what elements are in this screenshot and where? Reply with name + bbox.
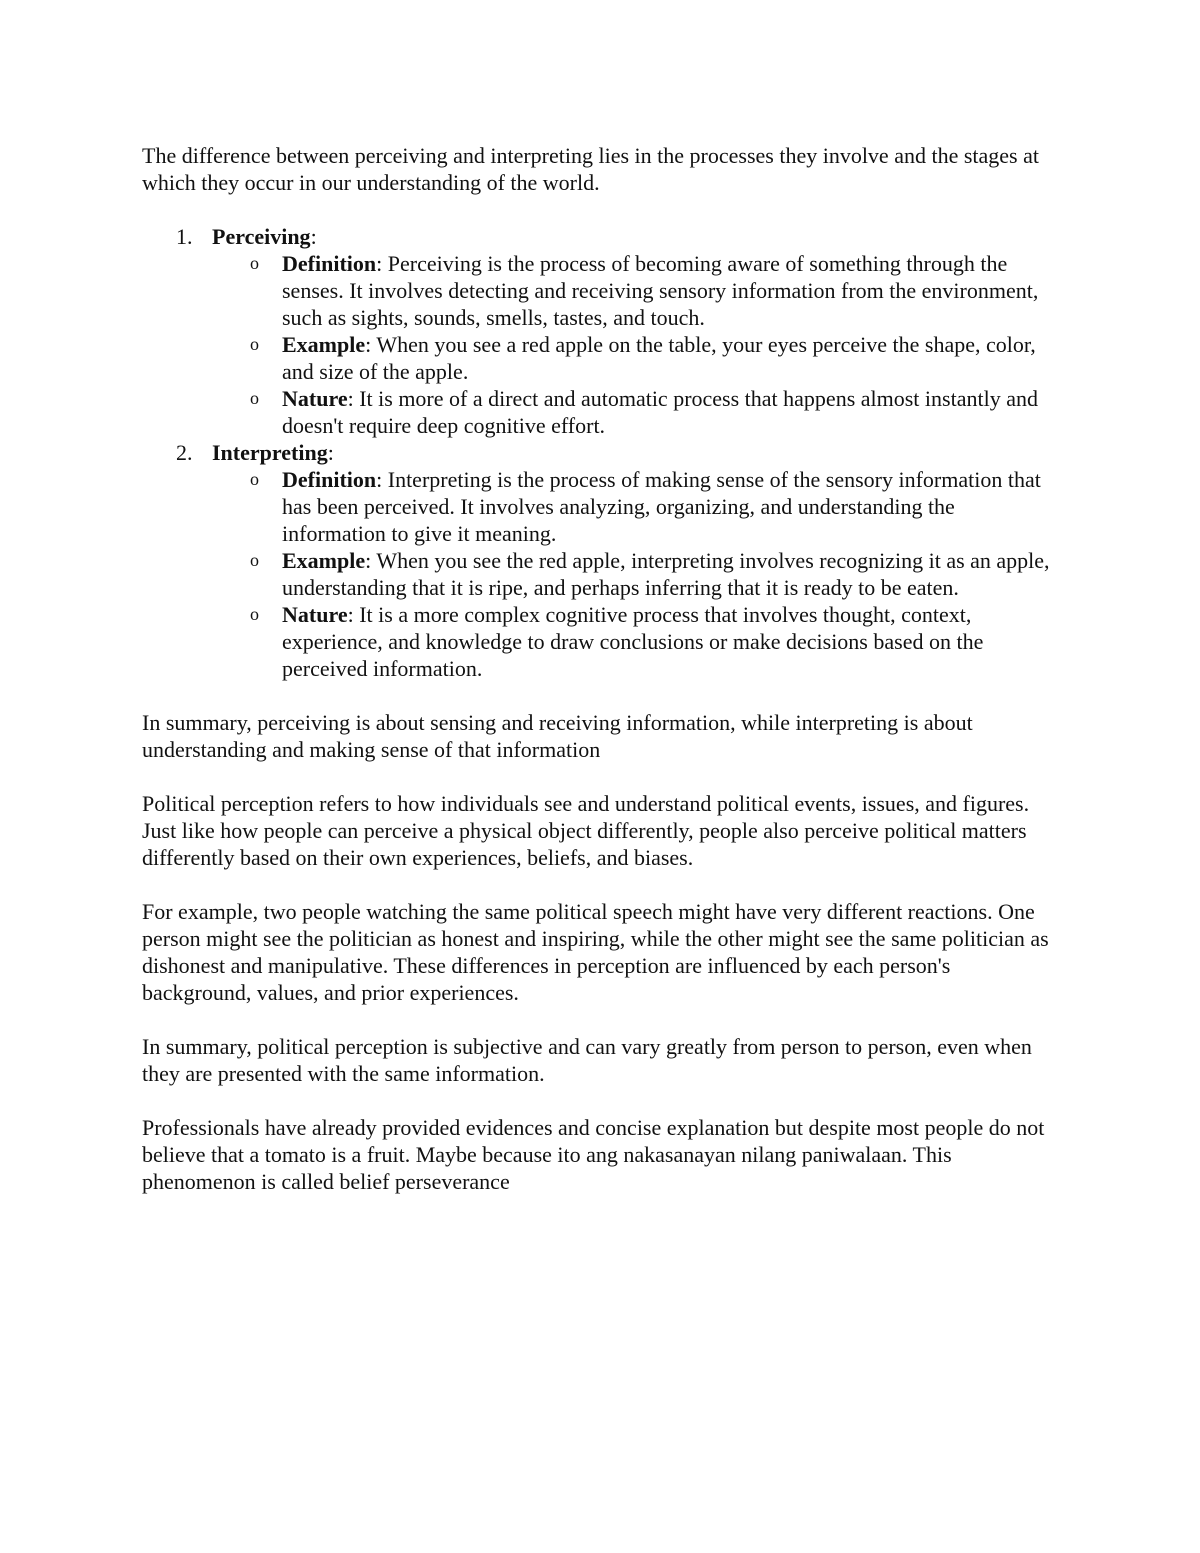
intro-paragraph: The difference between perceiving and interpreting lies in the processes they involve and the stages at which they occur in our understanding of the world. — [142, 143, 1039, 195]
sub-item-label: Definition — [282, 251, 377, 276]
sub-item-label: Example — [282, 548, 366, 573]
sub-item-label: Nature — [282, 386, 348, 411]
bullet-icon: o — [250, 604, 259, 624]
sub-item-definition — [212, 466, 1062, 547]
bullet-icon: o — [250, 334, 259, 354]
sub-list-perceiving — [212, 250, 1062, 439]
definition-list — [142, 223, 1062, 682]
section-title: Perceiving — [212, 224, 311, 249]
sub-item-nature — [212, 385, 1062, 439]
section-title-colon: : — [327, 440, 334, 465]
bullet-icon: o — [250, 253, 259, 273]
bullet-icon: o — [250, 469, 259, 489]
list-number: 2. — [176, 440, 193, 465]
document-body — [142, 142, 1062, 1195]
list-number: 1. — [176, 224, 193, 249]
sub-item-text: : It is a more complex cognitive process that involves thought, context, experience, and knowledge to draw conclusions or make decisions based on the perceived information. — [282, 602, 984, 681]
list-item-interpreting — [142, 439, 1062, 682]
sub-item-label: Definition — [282, 467, 377, 492]
bullet-icon: o — [250, 550, 259, 570]
bullet-icon: o — [250, 388, 259, 408]
sub-item-text: : Interpreting is the process of making sense of the sensory information that has been perceived. It involves analyzing, organizing, and understanding the information to give it meaning. — [282, 467, 1041, 546]
sub-item-label: Example — [282, 332, 366, 357]
section-title: Interpreting — [212, 440, 328, 465]
sub-item-label: Nature — [282, 602, 348, 627]
sub-item-text: : When you see the red apple, interpreting involves recognizing it as an apple, understanding that it is ripe, and perhaps inferring that it is ready to be eaten. — [282, 548, 1050, 600]
belief-perseverance-paragraph: Professionals have already provided evidences and concise explanation but despite most people do not believe that a tomato is a fruit. Maybe because ito ang nakasanayan nilang paniwalaan. This phenomenon is called belief perseverance — [142, 1115, 1045, 1194]
list-item-perceiving — [142, 223, 1062, 439]
sub-item-text: : When you see a red apple on the table, your eyes perceive the shape, color, and size of the apple. — [282, 332, 1036, 384]
example-paragraph: For example, two people watching the same political speech might have very different reactions. One person might see the politician as honest and inspiring, while the other might see the same politician as dishonest and manipulative. These differences in perception are influenced by each person's background, values, and prior experiences. — [142, 899, 1049, 1005]
sub-item-example — [212, 331, 1062, 385]
sub-item-definition — [212, 250, 1062, 331]
political-perception-paragraph: Political perception refers to how individuals see and understand political events, issues, and figures. Just like how people can perceive a physical object differently, people also perceive political matters differently based on their own experiences, beliefs, and biases. — [142, 791, 1030, 870]
sub-list-interpreting — [212, 466, 1062, 682]
section-title-colon: : — [310, 224, 317, 249]
sub-item-text: : Perceiving is the process of becoming aware of something through the senses. It involves detecting and receiving sensory information from the environment, such as sights, sounds, smells, tastes, and touch. — [282, 251, 1039, 330]
sub-item-nature — [212, 601, 1062, 682]
sub-item-text: : It is more of a direct and automatic process that happens almost instantly and doesn't require deep cognitive effort. — [282, 386, 1038, 438]
summary-paragraph: In summary, perceiving is about sensing and receiving information, while interpreting is about understanding and making sense of that information — [142, 710, 973, 762]
sub-item-example — [212, 547, 1062, 601]
political-summary-paragraph: In summary, political perception is subjective and can vary greatly from person to person, even when they are presented with the same information. — [142, 1034, 1032, 1086]
